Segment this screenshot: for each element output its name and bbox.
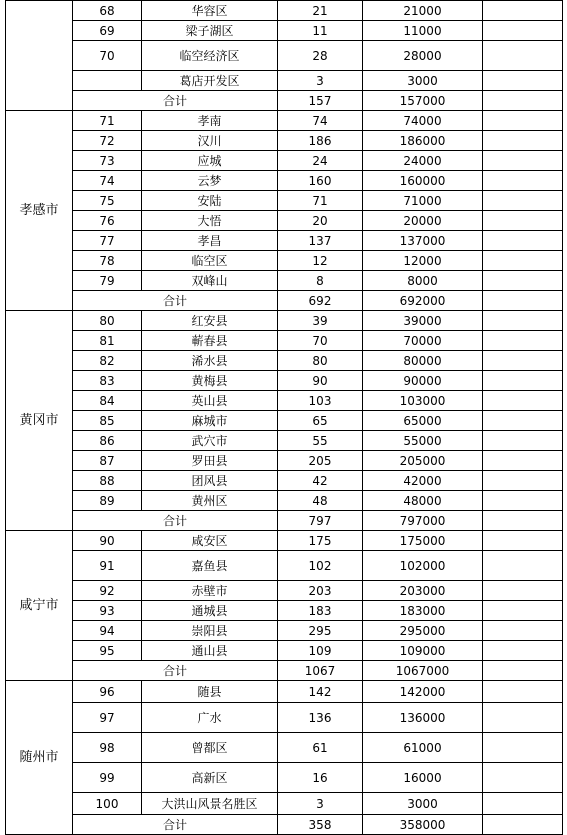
count-value: 70 [278, 331, 363, 351]
row-number: 75 [73, 191, 142, 211]
amount-value: 74000 [363, 111, 483, 131]
county-name: 黄州区 [142, 491, 278, 511]
county-name: 罗田县 [142, 451, 278, 471]
county-name: 曾都区 [142, 733, 278, 763]
county-name: 红安县 [142, 311, 278, 331]
count-value: 295 [278, 621, 363, 641]
row-number: 69 [73, 21, 142, 41]
remark-cell [483, 21, 563, 41]
amount-value: 21000 [363, 1, 483, 21]
table-row [6, 311, 563, 331]
remark-cell [483, 681, 563, 703]
row-number: 78 [73, 251, 142, 271]
remark-cell [483, 41, 563, 71]
count-value: 48 [278, 491, 363, 511]
subtotal-count: 692 [278, 291, 363, 311]
county-name: 崇阳县 [142, 621, 278, 641]
county-name: 葛店开发区 [142, 71, 278, 91]
table-row [6, 641, 563, 661]
count-value: 28 [278, 41, 363, 71]
county-name: 临空经济区 [142, 41, 278, 71]
remark-cell [483, 531, 563, 551]
count-value: 136 [278, 703, 363, 733]
table-row [6, 71, 563, 91]
remark-cell [483, 793, 563, 815]
table-row [6, 151, 563, 171]
remark-cell [483, 471, 563, 491]
amount-value: 136000 [363, 703, 483, 733]
amount-value: 61000 [363, 733, 483, 763]
remark-cell [483, 451, 563, 471]
subtotal-count: 797 [278, 511, 363, 531]
remark-cell [483, 581, 563, 601]
subtotal-label: 合计 [73, 291, 278, 311]
count-value: 65 [278, 411, 363, 431]
remark-cell [483, 91, 563, 111]
table-row [6, 111, 563, 131]
table-row [6, 271, 563, 291]
subtotal-amount: 797000 [363, 511, 483, 531]
remark-cell [483, 551, 563, 581]
amount-value: 203000 [363, 581, 483, 601]
remark-cell [483, 271, 563, 291]
row-number: 96 [73, 681, 142, 703]
remark-cell [483, 661, 563, 681]
count-value: 16 [278, 763, 363, 793]
row-number: 79 [73, 271, 142, 291]
amount-value: 20000 [363, 211, 483, 231]
count-value: 24 [278, 151, 363, 171]
row-number: 71 [73, 111, 142, 131]
count-value: 203 [278, 581, 363, 601]
count-value: 3 [278, 793, 363, 815]
remark-cell [483, 171, 563, 191]
city-cell: 咸宁市 [6, 531, 73, 681]
row-number: 95 [73, 641, 142, 661]
subtotal-count: 157 [278, 91, 363, 111]
amount-value: 16000 [363, 763, 483, 793]
subtotal-amount: 358000 [363, 815, 483, 835]
amount-value: 42000 [363, 471, 483, 491]
remark-cell [483, 191, 563, 211]
amount-value: 28000 [363, 41, 483, 71]
table-row [6, 531, 563, 551]
county-name: 英山县 [142, 391, 278, 411]
count-value: 61 [278, 733, 363, 763]
table-row [6, 191, 563, 211]
count-value: 160 [278, 171, 363, 191]
row-number [73, 71, 142, 91]
row-number: 97 [73, 703, 142, 733]
subtotal-row [6, 815, 563, 835]
remark-cell [483, 231, 563, 251]
amount-value: 90000 [363, 371, 483, 391]
row-number: 80 [73, 311, 142, 331]
table-row [6, 431, 563, 451]
county-name: 高新区 [142, 763, 278, 793]
county-name: 嘉鱼县 [142, 551, 278, 581]
table-row [6, 251, 563, 271]
amount-value: 137000 [363, 231, 483, 251]
count-value: 186 [278, 131, 363, 151]
table-row [6, 1, 563, 21]
county-name: 梁子湖区 [142, 21, 278, 41]
subtotal-label: 合计 [73, 661, 278, 681]
count-value: 3 [278, 71, 363, 91]
row-number: 70 [73, 41, 142, 71]
remark-cell [483, 331, 563, 351]
row-number: 90 [73, 531, 142, 551]
remark-cell [483, 291, 563, 311]
table-row [6, 681, 563, 703]
amount-value: 205000 [363, 451, 483, 471]
subtotal-row [6, 291, 563, 311]
row-number: 98 [73, 733, 142, 763]
table-row [6, 601, 563, 621]
allocation-table [5, 0, 563, 835]
row-number: 89 [73, 491, 142, 511]
table-row [6, 621, 563, 641]
remark-cell [483, 151, 563, 171]
county-name: 双峰山 [142, 271, 278, 291]
table-row [6, 21, 563, 41]
row-number: 77 [73, 231, 142, 251]
county-name: 临空区 [142, 251, 278, 271]
county-name: 云梦 [142, 171, 278, 191]
row-number: 82 [73, 351, 142, 371]
remark-cell [483, 815, 563, 835]
remark-cell [483, 251, 563, 271]
row-number: 91 [73, 551, 142, 581]
amount-value: 186000 [363, 131, 483, 151]
row-number: 100 [73, 793, 142, 815]
amount-value: 65000 [363, 411, 483, 431]
table-row [6, 471, 563, 491]
subtotal-count: 1067 [278, 661, 363, 681]
count-value: 39 [278, 311, 363, 331]
remark-cell [483, 621, 563, 641]
row-number: 86 [73, 431, 142, 451]
count-value: 205 [278, 451, 363, 471]
count-value: 103 [278, 391, 363, 411]
amount-value: 12000 [363, 251, 483, 271]
count-value: 80 [278, 351, 363, 371]
table-row [6, 391, 563, 411]
row-number: 84 [73, 391, 142, 411]
county-name: 蕲春县 [142, 331, 278, 351]
table-row [6, 491, 563, 511]
county-name: 大洪山风景名胜区 [142, 793, 278, 815]
table-row [6, 551, 563, 581]
city-cell: 孝感市 [6, 111, 73, 311]
remark-cell [483, 131, 563, 151]
city-cell [6, 1, 73, 111]
count-value: 12 [278, 251, 363, 271]
table-row [6, 763, 563, 793]
table-row [6, 41, 563, 71]
table-row [6, 793, 563, 815]
amount-value: 70000 [363, 331, 483, 351]
amount-value: 3000 [363, 793, 483, 815]
row-number: 73 [73, 151, 142, 171]
amount-value: 160000 [363, 171, 483, 191]
table-row [6, 581, 563, 601]
amount-value: 55000 [363, 431, 483, 451]
remark-cell [483, 641, 563, 661]
row-number: 87 [73, 451, 142, 471]
row-number: 76 [73, 211, 142, 231]
remark-cell [483, 1, 563, 21]
remark-cell [483, 763, 563, 793]
remark-cell [483, 491, 563, 511]
row-number: 94 [73, 621, 142, 641]
count-value: 74 [278, 111, 363, 131]
county-name: 华容区 [142, 1, 278, 21]
row-number: 74 [73, 171, 142, 191]
remark-cell [483, 351, 563, 371]
remark-cell [483, 211, 563, 231]
amount-value: 3000 [363, 71, 483, 91]
amount-value: 295000 [363, 621, 483, 641]
count-value: 11 [278, 21, 363, 41]
subtotal-label: 合计 [73, 91, 278, 111]
table-row [6, 131, 563, 151]
amount-value: 8000 [363, 271, 483, 291]
row-number: 72 [73, 131, 142, 151]
table-row [6, 371, 563, 391]
table-row [6, 451, 563, 471]
table-row [6, 733, 563, 763]
count-value: 21 [278, 1, 363, 21]
county-name: 广水 [142, 703, 278, 733]
remark-cell [483, 733, 563, 763]
count-value: 102 [278, 551, 363, 581]
county-name: 应城 [142, 151, 278, 171]
county-name: 孝南 [142, 111, 278, 131]
table-row [6, 351, 563, 371]
amount-value: 39000 [363, 311, 483, 331]
amount-value: 11000 [363, 21, 483, 41]
row-number: 99 [73, 763, 142, 793]
amount-value: 48000 [363, 491, 483, 511]
count-value: 183 [278, 601, 363, 621]
row-number: 92 [73, 581, 142, 601]
remark-cell [483, 703, 563, 733]
count-value: 42 [278, 471, 363, 491]
count-value: 8 [278, 271, 363, 291]
count-value: 109 [278, 641, 363, 661]
count-value: 20 [278, 211, 363, 231]
county-name: 通城县 [142, 601, 278, 621]
table-row [6, 703, 563, 733]
table-row [6, 171, 563, 191]
county-name: 通山县 [142, 641, 278, 661]
subtotal-amount: 692000 [363, 291, 483, 311]
county-name: 武穴市 [142, 431, 278, 451]
subtotal-count: 358 [278, 815, 363, 835]
county-name: 安陆 [142, 191, 278, 211]
city-cell: 黄冈市 [6, 311, 73, 531]
table-body [6, 1, 563, 835]
subtotal-row [6, 511, 563, 531]
subtotal-row [6, 661, 563, 681]
county-name: 浠水县 [142, 351, 278, 371]
remark-cell [483, 601, 563, 621]
county-name: 团风县 [142, 471, 278, 491]
amount-value: 102000 [363, 551, 483, 581]
row-number: 85 [73, 411, 142, 431]
city-cell: 随州市 [6, 681, 73, 835]
count-value: 137 [278, 231, 363, 251]
remark-cell [483, 111, 563, 131]
amount-value: 183000 [363, 601, 483, 621]
amount-value: 24000 [363, 151, 483, 171]
subtotal-label: 合计 [73, 511, 278, 531]
amount-value: 175000 [363, 531, 483, 551]
amount-value: 71000 [363, 191, 483, 211]
county-name: 咸安区 [142, 531, 278, 551]
remark-cell [483, 311, 563, 331]
count-value: 90 [278, 371, 363, 391]
amount-value: 109000 [363, 641, 483, 661]
subtotal-amount: 1067000 [363, 661, 483, 681]
row-number: 81 [73, 331, 142, 351]
county-name: 孝昌 [142, 231, 278, 251]
subtotal-amount: 157000 [363, 91, 483, 111]
county-name: 麻城市 [142, 411, 278, 431]
count-value: 142 [278, 681, 363, 703]
subtotal-label: 合计 [73, 815, 278, 835]
count-value: 175 [278, 531, 363, 551]
remark-cell [483, 431, 563, 451]
table-row [6, 411, 563, 431]
row-number: 88 [73, 471, 142, 491]
remark-cell [483, 391, 563, 411]
county-name: 大悟 [142, 211, 278, 231]
row-number: 93 [73, 601, 142, 621]
row-number: 68 [73, 1, 142, 21]
remark-cell [483, 511, 563, 531]
county-name: 汉川 [142, 131, 278, 151]
table-row [6, 211, 563, 231]
county-name: 黄梅县 [142, 371, 278, 391]
remark-cell [483, 411, 563, 431]
remark-cell [483, 371, 563, 391]
county-name: 赤壁市 [142, 581, 278, 601]
amount-value: 142000 [363, 681, 483, 703]
subtotal-row [6, 91, 563, 111]
row-number: 83 [73, 371, 142, 391]
table-row [6, 331, 563, 351]
remark-cell [483, 71, 563, 91]
count-value: 71 [278, 191, 363, 211]
county-name: 随县 [142, 681, 278, 703]
count-value: 55 [278, 431, 363, 451]
table-row [6, 231, 563, 251]
amount-value: 80000 [363, 351, 483, 371]
amount-value: 103000 [363, 391, 483, 411]
